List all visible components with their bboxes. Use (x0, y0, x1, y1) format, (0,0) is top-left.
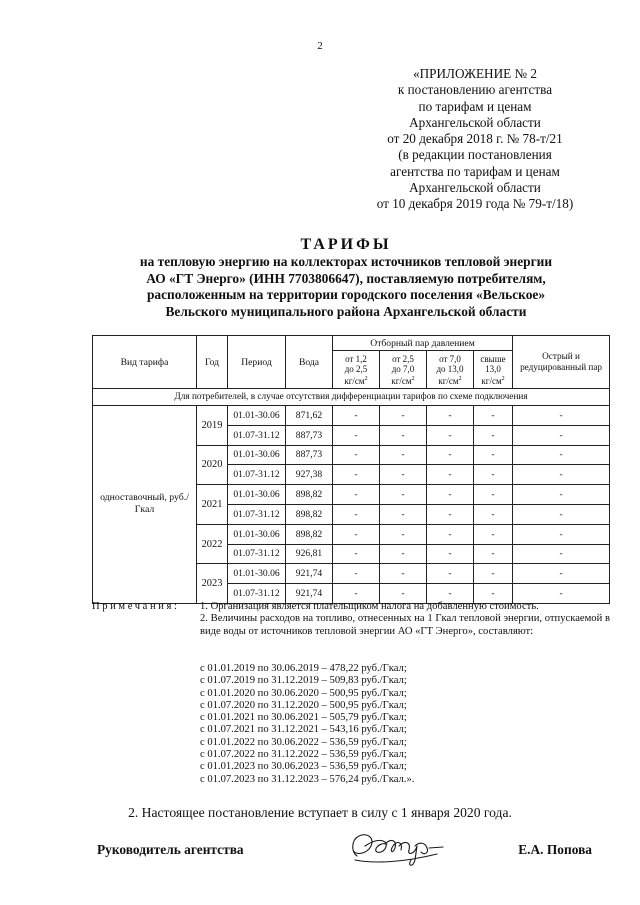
title-line: на тепловую энергию на коллекторах источников тепловой энергии (139, 254, 553, 269)
dash-cell: - (427, 425, 474, 445)
water-cell: 921,74 (286, 564, 333, 584)
dash-cell: - (333, 584, 380, 604)
period-cell: 01.01-30.06 (228, 485, 286, 505)
water-cell: 898,82 (286, 524, 333, 544)
header-year: Год (197, 336, 228, 389)
notes-label: Примечания: (92, 601, 180, 612)
dash-cell: - (333, 465, 380, 485)
dash-cell: - (474, 504, 513, 524)
fuel-cost-item: с 01.07.2022 по 31.12.2022 – 536,59 руб./Гкал; (200, 749, 407, 761)
appendix-line: к постановлению агентства (397, 82, 553, 98)
dash-cell: - (380, 544, 427, 564)
dash-cell: - (513, 465, 610, 485)
page-number: 2 (317, 40, 323, 52)
dash-cell: - (333, 445, 380, 465)
year-cell: 2020 (197, 445, 228, 485)
dash-cell: - (427, 485, 474, 505)
period-cell: 01.07-31.12 (228, 584, 286, 604)
appendix-header (330, 66, 620, 213)
water-cell: 921,74 (286, 584, 333, 604)
dash-cell: - (513, 504, 610, 524)
header-steam-col: от 1,2 до 2,5 $кг/см^2$ (333, 351, 380, 389)
water-cell: 871,62 (286, 406, 333, 426)
dash-cell: - (427, 544, 474, 564)
dash-cell: - (474, 524, 513, 544)
dash-cell: - (513, 584, 610, 604)
dash-cell: - (474, 406, 513, 426)
dash-cell: - (474, 485, 513, 505)
appendix-line: по тарифам и ценам (418, 98, 532, 114)
year-cell: 2021 (197, 485, 228, 525)
year-cell: 2023 (197, 564, 228, 604)
dash-cell: - (427, 504, 474, 524)
header-steam-col: от 2,5 до 7,0 $кг/см^2$ (380, 351, 427, 389)
period-cell: 01.07-31.12 (228, 544, 286, 564)
dash-cell: - (380, 504, 427, 524)
appendix-line: Архангельской области (409, 180, 541, 196)
header-steam-group: Отборный пар давлением (333, 336, 513, 351)
header-steam-col: свыше 13,0 $кг/см^2$ (474, 351, 513, 389)
signatory-name: Е.А. Попова (518, 842, 592, 857)
dash-cell: - (333, 564, 380, 584)
header-sharp-steam: Острый и редуцированный пар (513, 336, 610, 389)
dash-cell: - (427, 584, 474, 604)
period-cell: 01.07-31.12 (228, 465, 286, 485)
dash-cell: - (427, 524, 474, 544)
fuel-cost-item: с 01.01.2021 по 30.06.2021 – 505,79 руб./Гкал; (200, 712, 407, 724)
dash-cell: - (333, 406, 380, 426)
water-cell: 887,73 (286, 445, 333, 465)
title-line: АО «ГТ Энерго» (ИНН 7703806647), поставляемую потребителям, (146, 270, 546, 286)
tariff-type-cell: одноставочный, руб./Гкал (93, 406, 197, 604)
dash-cell: - (513, 425, 610, 445)
water-cell: 887,73 (286, 425, 333, 445)
header-water: Вода (286, 336, 333, 389)
dash-cell: - (380, 485, 427, 505)
fuel-cost-item: с 01.07.2021 по 31.12.2021 – 543,16 руб./Гкал; (200, 724, 407, 736)
dash-cell: - (427, 465, 474, 485)
title-heading: ТАРИФЫ (300, 236, 392, 253)
dash-cell: - (333, 524, 380, 544)
dash-cell: - (513, 445, 610, 465)
dash-cell: - (380, 445, 427, 465)
dash-cell: - (474, 584, 513, 604)
period-cell: 01.07-31.12 (228, 425, 286, 445)
dash-cell: - (513, 485, 610, 505)
period-cell: 01.01-30.06 (228, 564, 286, 584)
table-row (93, 406, 610, 426)
fuel-cost-item: с 01.01.2023 по 30.06.2023 – 536,59 руб./Гкал; (200, 761, 407, 773)
dash-cell: - (474, 564, 513, 584)
dash-cell: - (474, 445, 513, 465)
water-cell: 926,81 (286, 544, 333, 564)
fuel-cost-item: с 01.01.2019 по 30.06.2019 – 478,22 руб./Гкал; (200, 663, 407, 674)
dash-cell: - (333, 504, 380, 524)
dash-cell: - (427, 564, 474, 584)
period-cell: 01.07-31.12 (228, 504, 286, 524)
title-line: Вельского муниципального района Архангельской области (165, 303, 527, 319)
appendix-line: от 10 декабря 2019 года № 79-т/18) (376, 196, 574, 212)
appendix-line: (в редакции постановления (398, 147, 552, 163)
dash-cell: - (427, 445, 474, 465)
appendix-line: «ПРИЛОЖЕНИЕ № 2 (413, 66, 537, 81)
fuel-cost-item: с 01.01.2022 по 30.06.2022 – 536,59 руб./Гкал; (200, 736, 407, 748)
year-cell: 2022 (197, 524, 228, 564)
dash-cell: - (380, 425, 427, 445)
dash-cell: - (380, 564, 427, 584)
dash-cell: - (333, 485, 380, 505)
dash-cell: - (333, 425, 380, 445)
dash-cell: - (380, 406, 427, 426)
dash-cell: - (380, 584, 427, 604)
dash-cell: - (380, 465, 427, 485)
header-period: Период (228, 336, 286, 389)
water-cell: 927,38 (286, 465, 333, 485)
dash-cell: - (474, 425, 513, 445)
fuel-cost-item: с 01.01.2020 по 30.06.2020 – 500,95 руб./Гкал; (200, 687, 407, 699)
year-cell: 2019 (197, 406, 228, 446)
appendix-line: агентства по тарифам и ценам (390, 163, 560, 179)
handwritten-signature (345, 824, 450, 872)
title-block (100, 235, 592, 320)
group-label: Для потребителей, в случае отсутствия дифференциации тарифов по схеме подключения (93, 389, 610, 406)
dash-cell: - (513, 564, 610, 584)
fuel-cost-item: с 01.07.2020 по 31.12.2020 – 500,95 руб./Гкал; (200, 699, 407, 711)
header-steam-col: от 7,0 до 13,0 $кг/см^2$ (427, 351, 474, 389)
period-cell: 01.01-30.06 (228, 445, 286, 465)
water-cell: 898,82 (286, 485, 333, 505)
note-1: 1. Организация является плательщиком налога на добавленную стоимость. (200, 601, 539, 612)
dash-cell: - (474, 465, 513, 485)
header-tariff-type: Вид тарифа (93, 336, 197, 389)
water-cell: 898,82 (286, 504, 333, 524)
signatory-position: Руководитель агентства (97, 842, 244, 857)
period-cell: 01.01-30.06 (228, 524, 286, 544)
appendix-line: от 20 декабря 2018 г. № 78-т/21 (387, 131, 563, 147)
fuel-cost-item: с 01.07.2023 по 31.12.2023 – 576,24 руб./Гкал.». (200, 773, 415, 785)
note-2: 2. Величины расходов на топливо, отнесенных на 1 Гкал тепловой энергии, отпускаемой в виде воды от источников тепловой энергии АО «ГТ Энерго», составляют: (200, 613, 610, 637)
fuel-cost-item: с 01.07.2019 по 31.12.2019 – 509,83 руб./Гкал; (200, 675, 407, 687)
period-cell: 01.01-30.06 (228, 406, 286, 426)
tariff-table (92, 335, 610, 604)
dash-cell: - (513, 406, 610, 426)
effective-date-clause: 2. Настоящее постановление вступает в силу с 1 января 2020 года. (128, 805, 512, 820)
title-line: расположенным на территории городского поселения «Вельское» (146, 287, 546, 302)
dash-cell: - (513, 524, 610, 544)
dash-cell: - (427, 406, 474, 426)
dash-cell: - (474, 544, 513, 564)
dash-cell: - (513, 544, 610, 564)
dash-cell: - (333, 544, 380, 564)
dash-cell: - (380, 524, 427, 544)
appendix-line: Архангельской области (409, 114, 541, 130)
